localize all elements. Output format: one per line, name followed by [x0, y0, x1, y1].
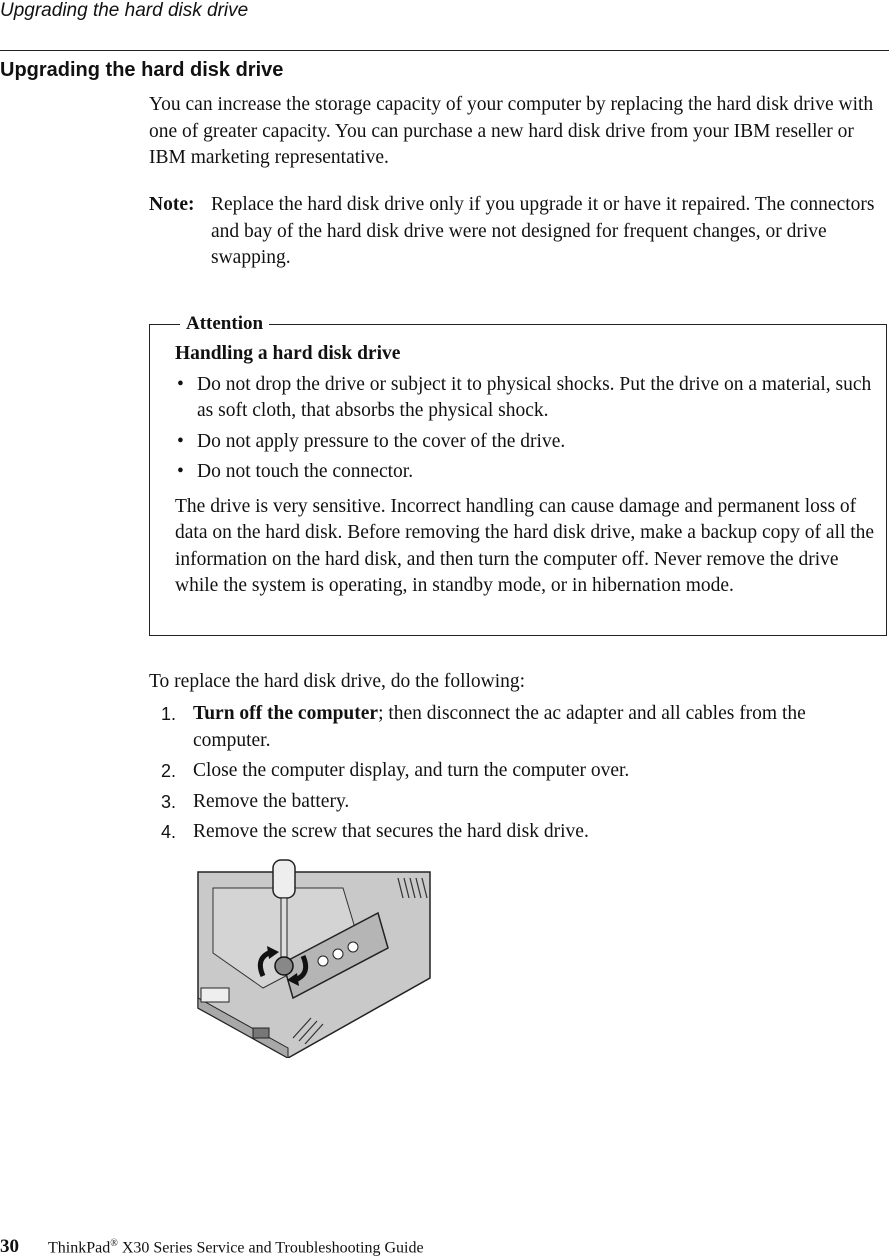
step-text: Close the computer display, and turn the computer over.	[193, 760, 630, 781]
step-item	[149, 819, 884, 846]
hard-disk-screw-illustration	[193, 858, 433, 1058]
header-rule	[0, 50, 889, 51]
page-number: 30	[0, 1236, 19, 1258]
step-number: 3.	[161, 791, 177, 812]
page-footer	[0, 1233, 424, 1259]
attention-box	[149, 313, 887, 636]
bullet-icon: •	[177, 373, 184, 395]
screwdriver-shaft	[281, 898, 287, 958]
guide-title: X30 Series Service and Troubleshooting Guide	[117, 1239, 424, 1257]
bullet-text: Do not apply pressure to the cover of the drive.	[197, 430, 566, 452]
running-header: Upgrading the hard disk drive	[0, 0, 249, 21]
step-item	[149, 758, 884, 785]
bullet-icon: •	[177, 430, 184, 452]
step-item	[149, 701, 884, 754]
label-plate	[201, 988, 229, 1002]
rubber-foot	[253, 1028, 269, 1038]
attention-bullet	[175, 429, 875, 456]
screw-icon	[275, 957, 293, 975]
attention-paragraph: The drive is very sensitive. Incorrect handling can cause damage and permanent loss of data on the hard disk. Before removing the hard disk drive, make a backup copy of all the information on the hard disk, and then turn the computer off. Never remove the drive while the system is operating, in standby mode, or in hibernation mode.	[175, 495, 875, 596]
step-number: 2.	[161, 761, 177, 781]
bullet-text: Do not drop the drive or subject it to physical shocks. Put the drive on a material, such as soft cloth, that absorbs the physical shock.	[197, 373, 872, 421]
step-number: 1.	[161, 704, 177, 724]
step-bold-text: Turn off the computer	[193, 703, 379, 724]
note	[149, 192, 884, 268]
bullet-text: Do not touch the connector.	[197, 461, 414, 482]
procedure-steps	[149, 701, 884, 850]
connector-hole	[333, 949, 343, 959]
attention-bullet	[175, 372, 875, 425]
bullet-icon: •	[177, 461, 184, 482]
connector-hole	[348, 942, 358, 952]
step-item	[149, 789, 884, 816]
procedure-intro: To replace the hard disk drive, do the following:	[149, 671, 526, 692]
step-text: Remove the screw that secures the hard disk drive.	[193, 821, 589, 842]
step-number: 4.	[161, 822, 177, 842]
attention-legend: Attention	[180, 313, 269, 335]
connector-hole	[318, 956, 328, 966]
registered-mark: ®	[110, 1238, 118, 1249]
note-text: Replace the hard disk drive only if you upgrade it or have it repaired. The connectors and bay of the hard disk drive were not designed for frequent changes, or drive swapping.	[211, 194, 875, 268]
attention-bullet	[175, 459, 875, 486]
screwdriver-handle	[273, 860, 295, 898]
product-name: ThinkPad	[48, 1239, 111, 1257]
attention-heading: Handling a hard disk drive	[175, 343, 401, 364]
section-title: Upgrading the hard disk drive	[0, 59, 284, 81]
intro-paragraph: You can increase the storage capacity of your computer by replacing the hard disk drive with one of greater capacity. You can purchase a new hard disk drive from your IBM reseller or IBM marketing representative.	[149, 94, 874, 168]
note-label: Note:	[149, 194, 195, 215]
step-text: Remove the battery.	[193, 790, 350, 812]
step-text: ; then disconnect the ac adapter and all cables from the computer.	[193, 703, 806, 751]
